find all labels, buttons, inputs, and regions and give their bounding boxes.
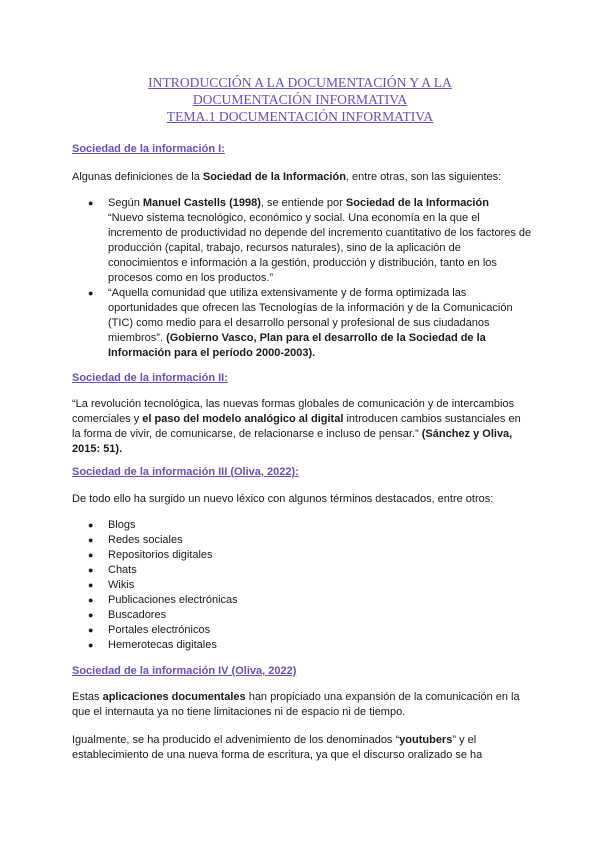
- term-list-item: ● Wikis: [88, 579, 135, 591]
- section-3-term-list: [72, 518, 532, 653]
- term-list-item: ● Repositorios digitales: [88, 549, 213, 561]
- definition-castells: ● Según Manuel Castells (1998), se entiende por Sociedad de la Información “Nuevo sistema tecnológico, económico y social. Una economía en la que el incremento de productividad no depende del incremento cuantitativo de los factores de producción (capital, trabajo, recursos naturales), sino de la aplicación de conocimientos e información a la gestión, producción y distribución, tanto en los procesos como en los productos.”: [88, 197, 532, 284]
- term-list-item: ● Buscadores: [88, 609, 167, 621]
- bullet-icon: ●: [88, 625, 94, 635]
- section-4-paragraph-2: Igualmente, se ha producido el advenimiento de los denominados “youtubers” y el establecimiento de una nueva forma de escritura, ya que el discurso oralizado se ha: [72, 734, 483, 761]
- bullet-icon: ●: [88, 288, 94, 298]
- bullet-icon: ●: [88, 198, 94, 208]
- bullet-icon: ●: [88, 580, 94, 590]
- title-line-2: DOCUMENTACIÓN INFORMATIVA: [192, 92, 408, 107]
- bullet-icon: ●: [88, 595, 94, 605]
- bullet-icon: ●: [88, 535, 94, 545]
- term-list-item: ● Redes sociales: [88, 534, 183, 546]
- term-list-item: ● Publicaciones electrónicas: [88, 594, 238, 606]
- definition-gobierno-vasco: ● “Aquella comunidad que utiliza extensivamente y de forma optimizada las oportunidades que ofrecen las Tecnologías de la información y de la Comunicación (TIC) como medio para el desarrollo personal y profesional de sus ciudadanos miembros”. (Gobierno Vasco, Plan para el desarrollo de la Sociedad de la Información para el período 2000-2003).: [88, 287, 513, 359]
- section-2-heading: Sociedad de la información II:: [72, 372, 228, 384]
- section-1-definitions: [72, 196, 532, 361]
- section-4-paragraph-1: Estas aplicaciones documentales han propiciado una expansión de la comunicación en la que el internauta ya no tiene limitaciones ni de espacio ni de tiempo.: [72, 691, 520, 718]
- title-line-1: INTRODUCCIÓN A LA DOCUMENTACIÓN Y A LA: [148, 75, 452, 90]
- bullet-icon: ●: [88, 565, 94, 575]
- term-list-item: ● Blogs: [88, 519, 136, 531]
- section-1-heading: Sociedad de la información I:: [72, 143, 225, 155]
- title-line-3: TEMA.1 DOCUMENTACIÓN INFORMATIVA: [166, 109, 434, 124]
- section-1-intro: Algunas definiciones de la Sociedad de la Información, entre otras, son las siguientes:: [72, 171, 502, 183]
- bullet-icon: ●: [88, 610, 94, 620]
- section-2-quote: “La revolución tecnológica, las nuevas formas globales de comunicación y de intercambios comerciales y el paso del modelo analógico al digital introducen cambios sustanciales en la forma de vivir, de comunicarse, de relacionarse e incluso de pensar.” (Sánchez y Oliva, 2015: 51).: [72, 398, 521, 455]
- bullet-icon: ●: [88, 640, 94, 650]
- term-list-item: ● Portales electrónicos: [88, 624, 211, 636]
- section-4-heading: Sociedad de la información IV (Oliva, 2022): [72, 665, 297, 677]
- bullet-icon: ●: [88, 520, 94, 530]
- bullet-icon: ●: [88, 550, 94, 560]
- term-list-item: ● Hemerotecas digitales: [88, 639, 217, 651]
- section-3-heading: Sociedad de la información III (Oliva, 2022):: [72, 466, 299, 478]
- section-3-intro: De todo ello ha surgido un nuevo léxico con algunos términos destacados, entre otros:: [72, 493, 494, 505]
- document-title: [60, 74, 540, 125]
- term-list-item: ● Chats: [88, 564, 137, 576]
